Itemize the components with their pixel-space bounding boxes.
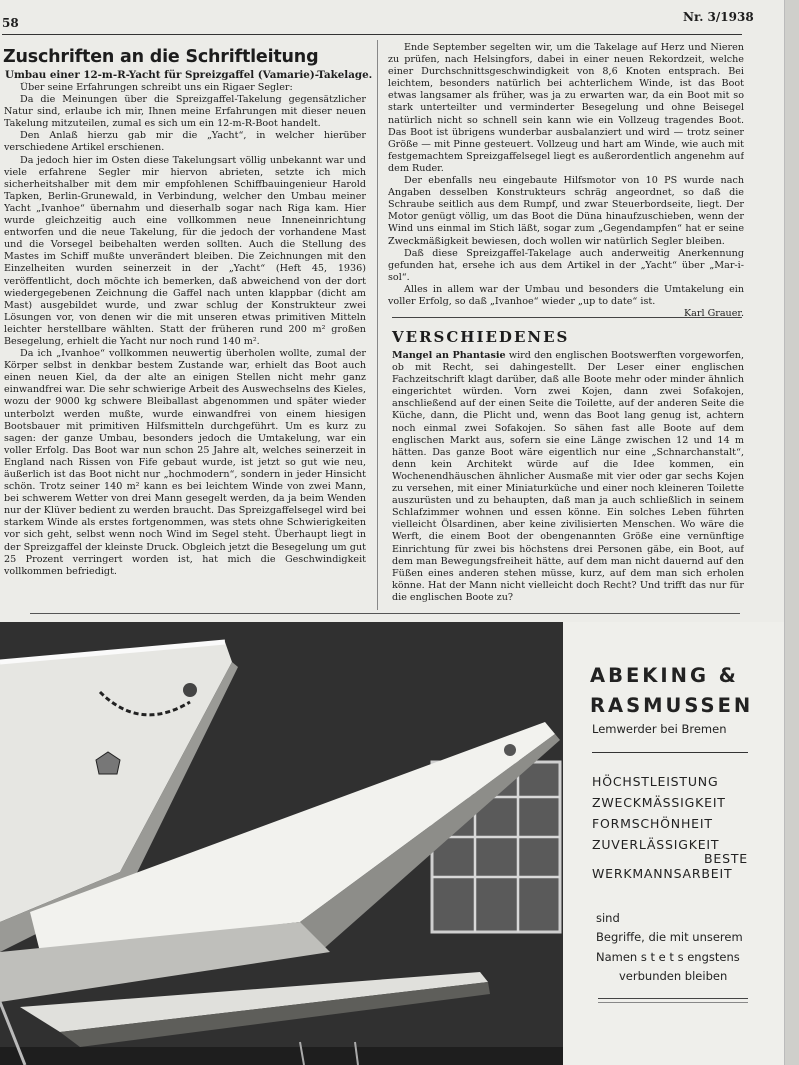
advert-brand-line2: RASMUSSEN: [590, 694, 754, 717]
issue-number: Nr. 3/1938: [683, 10, 754, 24]
article-paragraph: Daß diese Spreizgaffel-Takelage auch anderweitig Anerkennung gefunden hat, ersehe ich aus dem Artikel in der „Yacht“ über „Mar-i-sol“.: [388, 247, 744, 283]
advert-quality: ZUVERLÄSSIGKEIT: [592, 837, 720, 852]
verschiedenes-column: [392, 350, 744, 604]
article-left-column: [4, 82, 366, 610]
header-rule: [2, 34, 742, 35]
article-paragraph: Da die Meinungen über die Spreizgaffel-Takelung gegensätzlicher Natur sind, erlaube ich mir, Ihnen meine Erfahrungen mit dieser neuen Takelung mitzuteilen, zumal es sich um ein 12-m-R-Boot handelt.: [4, 94, 366, 130]
article-subtitle: Umbau einer 12-m-R-Yacht für Spreizgaffel (Vamarie)-Takelage.: [5, 69, 373, 81]
article-signature: Karl Grauer.: [684, 308, 744, 317]
advert-brand-line1: ABEKING &: [590, 664, 739, 687]
article-paragraph: Da ich „Ivanhoe“ vollkommen neuwertig überholen wollte, zumal der Körper selbst in denkbar bestem Zustande war, erhielt das Boot auch einen neuen Kiel, da der alte an einigen Stellen nicht mehr ganz einwandfrei war. Die sehr schwierige Arbeit des Auswechselns des Kieles, wozu der 9000 kg schwere Bleiballast abgenommen und später wieder unterbolzt werden mußte, wurde einwandfrei von einem hiesigen Bootsbauer mit primitiven Hilfsmitteln durchgeführt. Um es kurz zu sagen: der ganze Umbau, besonders jedoch die Umtakelung, war ein voller Erfolg. Das Boot war nun schon 25 Jahre alt, welches seinerzeit in England nach Rissen von Fife gebaut wurde, ist jetzt so gut wie neu, äußerlich ist das Boot nicht nur „hochmodern“, sondern in jeder Hinsicht schön. Trotz seiner 140 m² kann es bei leichtem Winde von zwei Mann, bei schwerem Wetter von drei Mann gesegelt werden, da ja beim Wenden nur der Klüver bedient zu werden braucht. Das Spreizgaffelsegel wird bei starkem Winde als erstes fortgenommen, was stets ohne Schwierigkeiten vor sich geht, selbst wenn noch Wind im Segel steht. Überhaupt liegt in der Spreizgaffel der kleinste Druck. Obgleich jetzt die Besegelung um gut 25 Prozent verringert worden ist, hat mich die Geschwindigkeit vollkommen befriedigt.: [4, 348, 366, 577]
column-divider: [377, 40, 378, 610]
advert-quality: ZWECKMÄSSIGKEIT: [592, 795, 726, 810]
advert-rule: [592, 752, 748, 753]
page-number: 58: [2, 16, 19, 30]
advert-slogan-line: sind: [596, 911, 620, 925]
article-paragraph: Da jedoch hier im Osten diese Takelungsart völlig unbekannt war und viele erfahrene Segler mir hiervon abrieten, setzte ich mich sicherheitshalber mit dem mir empfohlenen Schiffbauingenieur Harold Tapken, Berlin-Grunewald, in Verbindung, welcher den Umbau meiner Yacht „Ivanhoe“ übernahm und dieserhalb sogar nach Riga kam. Hier wurde gleichzeitig auch eine vollkommen neue Inneneinrichtung entworfen und die neue Takelung, für die jedoch der vorhandene Mast und die Vorsegel beibehalten werden sollten. Auch die Stellung des Mastes im Schiff mußte unverändert bleiben. Die Zeichnungen mit den Einzelheiten wurden seinerzeit in der „Yacht“ (Heft 45, 1936) veröffentlicht, doch möchte ich bemerken, daß abweichend von der dort wiedergegebenen Zeichnung die Gaffel nach unten klappbar (dicht am Mast) ausgebildet wurde, und zwar schlug der Konstrukteur zwei Lösungen vor, von denen wir die mit unseren etwas primitiven Mitteln leichter herstellbare wählten. Statt der früheren rund 200 m² großen Besegelung, erhielt die Yacht nur noch rund 140 m².: [4, 154, 366, 347]
section-heading: VERSCHIEDENES: [392, 328, 570, 346]
bottom-rule: [30, 613, 740, 614]
advert-bottom-rule-thin: [598, 1002, 748, 1003]
article-title: Zuschriften an die Schriftleitung: [3, 47, 319, 67]
article-right-column: [388, 42, 744, 317]
advert-slogan-line: Begriffe, die mit unserem: [596, 930, 743, 944]
verschiedenes-paragraph: [392, 350, 744, 604]
yacht-bows-photo: [0, 622, 563, 1065]
article-paragraph: Den Anlaß hierzu gab mir die „Yacht“, in welcher hierüber verschiedene Artikel erschienen.: [4, 130, 366, 154]
advert-quality: WERKMANNSARBEIT: [592, 866, 733, 881]
article-paragraph: Der ebenfalls neu eingebaute Hilfsmotor von 10 PS wurde nach Angaben desselben Konstrukteurs schräg angeordnet, so daß die Schraube seitlich aus dem Rumpf, und zwar Steuerbordseite, liegt. Der Motor genügt völlig, um das Boot die Düna hinaufzuschieben, wenn der Wind uns einmal im Stich läßt, sogar zum „Gegendampfen“ hat er seine Zweckmäßigkeit bewiesen, doch wollen wir natürlich Segler bleiben.: [388, 175, 744, 247]
article-paragraph: Alles in allem war der Umbau und besonders die Umtakelung ein voller Erfolg, so daß „Ivanhoe“ wieder „up to date“ ist.: [388, 283, 744, 307]
article-paragraph: Über seine Erfahrungen schreibt uns ein Rigaer Segler:: [20, 82, 293, 93]
article-paragraph: Ende September segelten wir, um die Takelage auf Herz und Nieren zu prüfen, nach Helsingfors, dabei in einer neuen Rekordzeit, welche einer Durchschnittsgeschwindigkeit von 8,6 Knoten entsprach. Bei leichtem, besonders natürlich bei achterlichem Winde, ist das Boot etwas langsamer als früher, was ja zu erwarten war, da ein Boot mit so stark unterteilter und verminderter Besegelung und ohne Beisegel natürlich nicht so schnell sein kann wie ein Vollzeug tragendes Boot. Das Boot ist übrigens wunderbar ausbalanziert und wird — trotz seiner Größe — mit Pinne gesteuert. Vollzeug und hart am Winde, wie auch mit festgemachtem Spreizgaffelsegel liegt es außerordentlich angenehm auf dem Ruder.: [388, 42, 744, 174]
advert-slogan-line: verbunden bleiben: [619, 969, 728, 983]
yacht-bows-illustration: [0, 622, 563, 1065]
shipyard-advertisement: [563, 622, 784, 1065]
advert-slogan-line: Namen s t e t s engstens: [596, 950, 740, 964]
advert-quality: BESTE: [704, 851, 748, 866]
verschiedenes-lead: Mangel an Phantasie: [392, 350, 506, 361]
section-rule: [392, 317, 742, 318]
adjacent-page-edge: [784, 0, 799, 1065]
advert-quality: FORMSCHÖNHEIT: [592, 816, 713, 831]
verschiedenes-text: wird den englischen Bootswerften vorgeworfen, ob mit Recht, sei dahingestellt. Der Leser einer englischen Fachzeitschrift klagt darüber, daß alle Boote mehr oder minder ähnlich eingerichtet würden. Vorn zwei Kojen, dann zwei Sofakojen, anschließend auf der einen Seite die Toilette, auf der anderen Seite die Küche, dann, die Plicht und, wenn das Boot lang genug ist, achtern noch einmal zwei Sofakojen. So sähen fast alle Boote auf dem englischen Markt aus, sofern sie eine Länge zwischen 12 und 14 m hätten. Das ganze Boot wäre eigentlich nur eine „Schnarchanstalt“, denn kein Architekt würde auf die Idee kommen, ein Wochenendhäuschen ähnlicher Ausmaße mit vier oder gar sechs Kojen zu versehen, mit einer Miniaturküche und einer noch kleineren Toilette auszurüsten und zu behaupten, daß man ja auch schließlich in seinem Schlafzimmer wohnen und essen könne. Ein solches Leben führten vielleicht Ölsardinen, aber keine zivilisierten Menschen. Wo wäre die Werft, die einem Boot der obengenannten Größe eine vernünftige Einrichtung für zwei bis höchstens drei Personen gäbe, ein Boot, auf dem man Bewegungsfreiheit hätte, auf dem man nicht dauernd auf den Füßen eines anderen stehen müsse, kurz, auf dem man sich erholen könne. Hat der Mann nicht vielleicht doch Recht? Und trifft das nur für die englischen Boote zu?: [392, 350, 744, 603]
advert-bottom-rule: [598, 998, 748, 999]
advert-quality: HÖCHSTLEISTUNG: [592, 774, 719, 789]
advert-location: Lemwerder bei Bremen: [592, 722, 727, 736]
